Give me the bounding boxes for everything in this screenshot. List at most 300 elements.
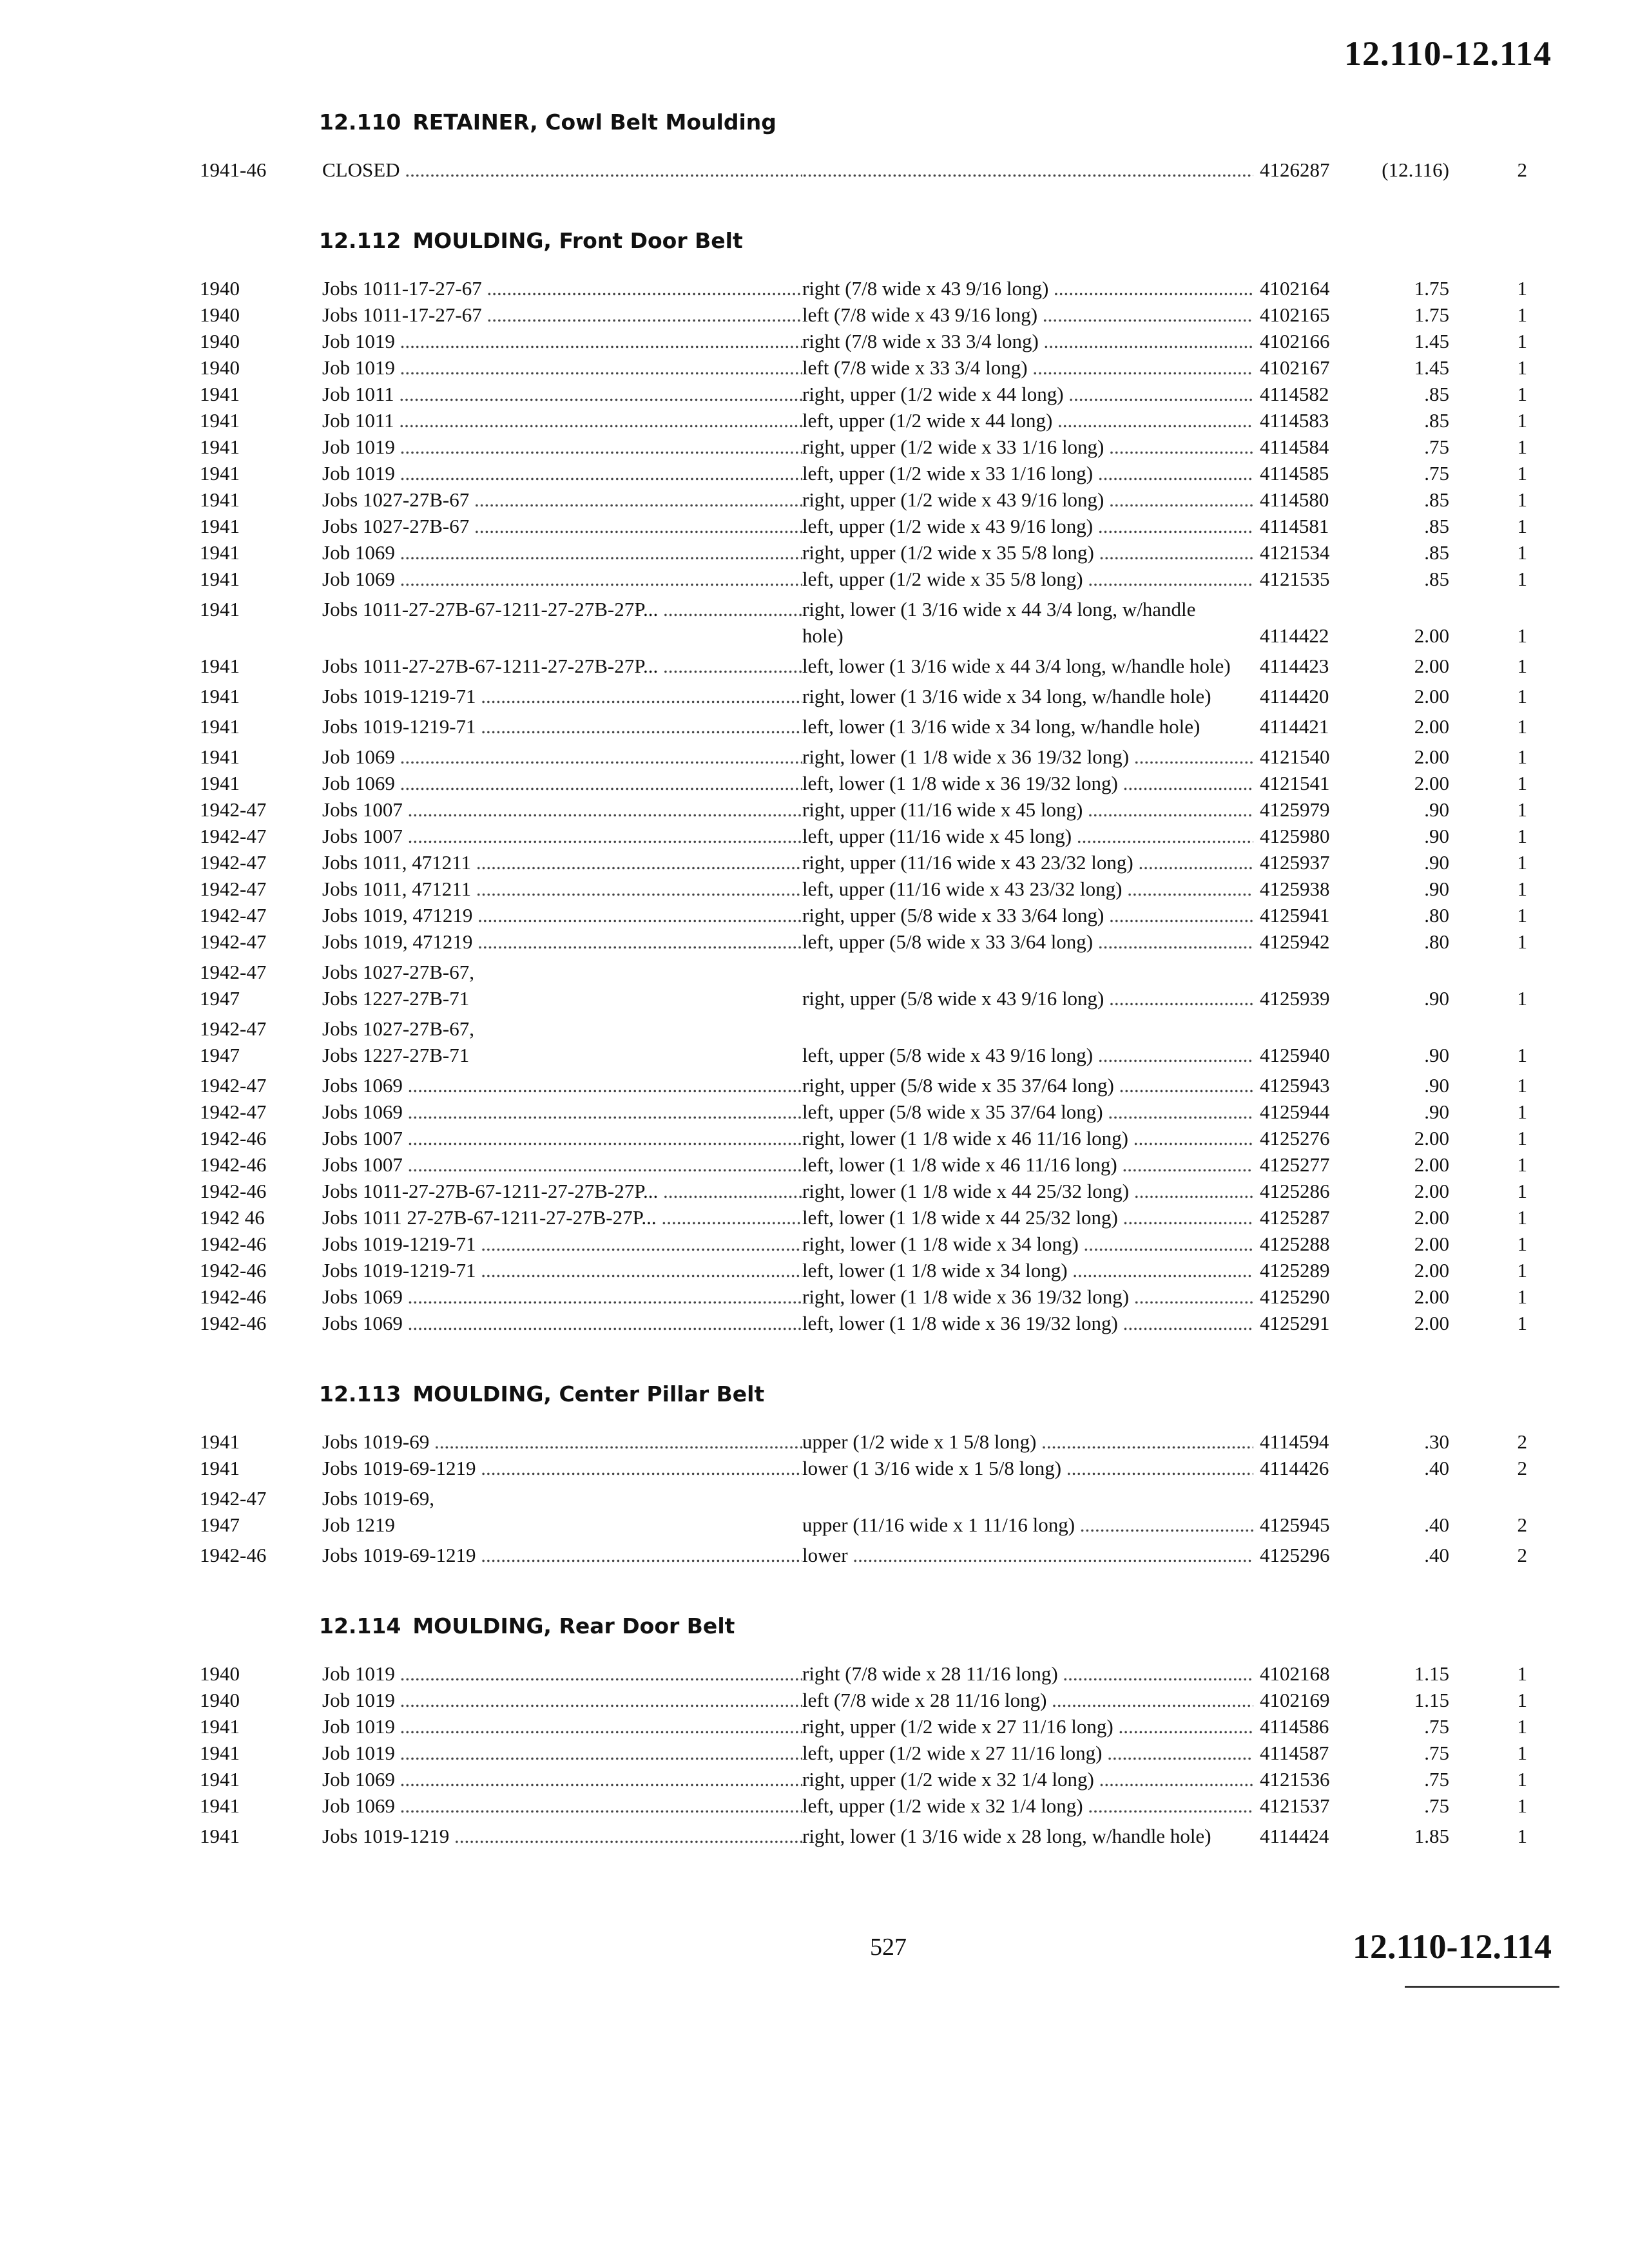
year-cell: 1942-46 bbox=[200, 1312, 267, 1334]
quantity-cell: 1 bbox=[1517, 356, 1527, 379]
year-cell: 1940 bbox=[200, 356, 240, 379]
quantity-cell: 1 bbox=[1517, 462, 1527, 485]
part-number-cell: 4102165 bbox=[1260, 303, 1330, 326]
part-number-cell: 4126287 bbox=[1260, 159, 1330, 181]
part-number-cell: 4114586 bbox=[1260, 1715, 1329, 1738]
year-cell: 1941 bbox=[200, 1457, 240, 1479]
description-cell: upper (1/2 wide x 1 5/8 long) ..... bbox=[802, 1428, 1253, 1455]
part-number-cell: 4125940 bbox=[1260, 1044, 1330, 1066]
description-cell: lower ..... bbox=[802, 1542, 1253, 1568]
price-cell: 2.00 bbox=[1414, 772, 1449, 794]
job-cell: Job 1019 ..... bbox=[322, 1660, 802, 1687]
year-cell: 1941 bbox=[200, 568, 240, 590]
quantity-cell: 1 bbox=[1517, 330, 1527, 352]
year-cell: 1941 bbox=[200, 1742, 240, 1764]
quantity-cell: 1 bbox=[1517, 541, 1527, 564]
page-footer-title: 12.110-12.114 bbox=[1352, 1927, 1552, 1966]
part-number-cell: 4121535 bbox=[1260, 568, 1330, 590]
table-row bbox=[200, 1125, 1553, 1151]
section-name: MOULDING, Front Door Belt bbox=[412, 228, 743, 253]
part-number-cell: 4125288 bbox=[1260, 1233, 1330, 1255]
job-cell: Jobs 1027-27B-67, Jobs 1227-27B-71 bbox=[322, 961, 474, 1010]
quantity-cell: 2 bbox=[1517, 1544, 1527, 1566]
table-row bbox=[200, 1713, 1553, 1740]
price-cell: .75 bbox=[1424, 1768, 1449, 1791]
job-cell: Jobs 1011, 471211 ..... bbox=[322, 849, 802, 876]
part-number-cell: 4121537 bbox=[1260, 1794, 1330, 1817]
description-cell: left, upper (1/2 wide x 33 1/16 long) ..... bbox=[802, 460, 1253, 486]
price-cell: 2.00 bbox=[1414, 1206, 1449, 1229]
description-cell: right, upper (1/2 wide x 35 5/8 long) ..... bbox=[802, 539, 1253, 566]
part-number-cell: 4125944 bbox=[1260, 1100, 1330, 1123]
year-cell: 1941 bbox=[200, 1430, 240, 1453]
job-cell: Job 1019 ..... bbox=[322, 1740, 802, 1766]
price-cell: 2.00 bbox=[1414, 1153, 1449, 1176]
part-number-cell: 4121541 bbox=[1260, 772, 1330, 794]
quantity-cell: 1 bbox=[1517, 1689, 1527, 1711]
job-cell: Jobs 1019-69-1219 ..... bbox=[322, 1542, 802, 1568]
description-cell: right, lower (1 1/8 wide x 46 11/16 long) ..... bbox=[802, 1125, 1253, 1151]
quantity-cell: 1 bbox=[1517, 772, 1527, 794]
part-number-cell: 4125296 bbox=[1260, 1544, 1330, 1566]
job-cell: Job 1019 ..... bbox=[322, 434, 802, 460]
quantity-cell: 1 bbox=[1517, 1825, 1527, 1847]
quantity-cell: 1 bbox=[1517, 1206, 1527, 1229]
job-cell: Jobs 1007 ..... bbox=[322, 796, 802, 823]
part-number-cell: 4102166 bbox=[1260, 330, 1330, 352]
price-cell: .40 bbox=[1424, 1544, 1449, 1566]
job-cell: Jobs 1027-27B-67, Jobs 1227-27B-71 bbox=[322, 1017, 474, 1066]
part-number-cell: 4125276 bbox=[1260, 1127, 1330, 1149]
price-cell: 1.45 bbox=[1414, 330, 1449, 352]
part-number-cell: 4125943 bbox=[1260, 1074, 1330, 1097]
table-row bbox=[200, 460, 1553, 486]
description-cell: right, lower (1 1/8 wide x 44 25/32 long) ..... bbox=[802, 1178, 1253, 1204]
job-cell: Jobs 1069 ..... bbox=[322, 1310, 802, 1336]
quantity-cell: 1 bbox=[1517, 624, 1527, 647]
part-number-cell: 4114424 bbox=[1260, 1825, 1329, 1847]
job-cell: Jobs 1019-69, Job 1219 bbox=[322, 1487, 434, 1536]
description-cell: left, lower (1 1/8 wide x 36 19/32 long) ..... bbox=[802, 770, 1253, 796]
year-cell: 1942-47 bbox=[200, 798, 267, 821]
quantity-cell: 1 bbox=[1517, 303, 1527, 326]
part-number-cell: 4125291 bbox=[1260, 1312, 1330, 1334]
job-cell: Job 1069 ..... bbox=[322, 566, 802, 592]
table-row bbox=[200, 1283, 1553, 1310]
description-cell: left, upper (11/16 wide x 45 long) ..... bbox=[802, 823, 1253, 849]
quantity-cell: 2 bbox=[1517, 1457, 1527, 1479]
job-cell: Jobs 1069 ..... bbox=[322, 1072, 802, 1099]
section-name: MOULDING, Rear Door Belt bbox=[412, 1613, 735, 1639]
description-cell: right, upper (1/2 wide x 33 1/16 long) ..... bbox=[802, 434, 1253, 460]
part-number-cell: 4114584 bbox=[1260, 436, 1329, 458]
year-cell: 1942-46 bbox=[200, 1259, 267, 1282]
section-title bbox=[319, 110, 1553, 135]
year-cell: 1941 bbox=[200, 541, 240, 564]
table-row bbox=[200, 1455, 1553, 1481]
quantity-cell: 1 bbox=[1517, 436, 1527, 458]
price-cell: 2.00 bbox=[1414, 745, 1449, 768]
job-cell: Job 1069 ..... bbox=[322, 770, 802, 796]
job-cell: Jobs 1019, 471219 ..... bbox=[322, 928, 802, 955]
description-cell: right, upper (1/2 wide x 32 1/4 long) ..... bbox=[802, 1766, 1253, 1792]
year-cell: 1941 bbox=[200, 715, 240, 738]
job-cell: Jobs 1011, 471211 ..... bbox=[322, 876, 802, 902]
quantity-cell: 1 bbox=[1517, 715, 1527, 738]
job-cell: Jobs 1019, 471219 ..... bbox=[322, 902, 802, 928]
quantity-cell: 1 bbox=[1517, 1768, 1527, 1791]
price-cell: 2.00 bbox=[1414, 1233, 1449, 1255]
table-row bbox=[200, 849, 1553, 876]
price-cell: .90 bbox=[1424, 1074, 1449, 1097]
job-cell: Jobs 1007 ..... bbox=[322, 1125, 802, 1151]
table-row bbox=[200, 1015, 1553, 1068]
year-cell: 1941 bbox=[200, 1825, 240, 1847]
section-title bbox=[319, 1613, 1553, 1639]
price-cell: 1.85 bbox=[1414, 1825, 1449, 1847]
year-cell: 1941 bbox=[200, 383, 240, 405]
quantity-cell: 1 bbox=[1517, 1153, 1527, 1176]
price-cell: 2.00 bbox=[1414, 685, 1449, 707]
description-cell: left, upper (1/2 wide x 44 long) ..... bbox=[802, 407, 1253, 434]
quantity-cell: 1 bbox=[1517, 825, 1527, 847]
job-cell: Job 1069 ..... bbox=[322, 539, 802, 566]
description-cell: left, upper (1/2 wide x 43 9/16 long) ..... bbox=[802, 513, 1253, 539]
quantity-cell: 1 bbox=[1517, 1233, 1527, 1255]
table-row bbox=[200, 1687, 1553, 1713]
part-number-cell: 4125287 bbox=[1260, 1206, 1330, 1229]
table-row bbox=[200, 275, 1553, 302]
description-cell: left, lower (1 1/8 wide x 46 11/16 long) ..... bbox=[802, 1151, 1253, 1178]
year-cell: 1941-46 bbox=[200, 159, 267, 181]
footer-rule bbox=[1405, 1986, 1559, 1988]
quantity-cell: 1 bbox=[1517, 655, 1527, 677]
table-row bbox=[200, 1792, 1553, 1819]
quantity-cell: 1 bbox=[1517, 515, 1527, 537]
quantity-cell: 2 bbox=[1517, 159, 1527, 181]
part-number-cell: 4125290 bbox=[1260, 1285, 1330, 1308]
table-row bbox=[200, 566, 1553, 592]
table-row bbox=[200, 823, 1553, 849]
page-header-title: 12.110-12.114 bbox=[1344, 34, 1552, 73]
quantity-cell: 1 bbox=[1517, 1100, 1527, 1123]
quantity-cell: 1 bbox=[1517, 568, 1527, 590]
part-number-cell: 4114421 bbox=[1260, 715, 1329, 738]
price-cell: .90 bbox=[1424, 825, 1449, 847]
price-cell: .40 bbox=[1424, 1457, 1449, 1479]
table-row bbox=[200, 770, 1553, 796]
quantity-cell: 1 bbox=[1517, 1285, 1527, 1308]
job-cell: Jobs 1019-1219-71 ..... bbox=[322, 683, 802, 709]
job-cell: Jobs 1069 ..... bbox=[322, 1283, 802, 1310]
table-row bbox=[200, 407, 1553, 434]
job-cell: Job 1069 ..... bbox=[322, 1792, 802, 1819]
table-row bbox=[200, 683, 1553, 709]
year-cell: 1942-46 bbox=[200, 1544, 267, 1566]
job-cell: Jobs 1011-27-27B-67-1211-27-27B-27P... ..... bbox=[322, 653, 802, 679]
job-cell: Jobs 1027-27B-67 ..... bbox=[322, 486, 802, 513]
price-cell: .85 bbox=[1424, 488, 1449, 511]
price-cell: .75 bbox=[1424, 462, 1449, 485]
table-row bbox=[200, 1204, 1553, 1231]
job-cell: Jobs 1007 ..... bbox=[322, 823, 802, 849]
price-cell: 2.00 bbox=[1414, 624, 1449, 647]
quantity-cell: 2 bbox=[1517, 1430, 1527, 1453]
part-number-cell: 4125939 bbox=[1260, 987, 1330, 1010]
description-cell: left, upper (1/2 wide x 27 11/16 long) ..... bbox=[802, 1740, 1253, 1766]
price-cell: 2.00 bbox=[1414, 1127, 1449, 1149]
price-cell: .85 bbox=[1424, 383, 1449, 405]
table-row bbox=[200, 302, 1553, 328]
part-number-cell: 4114420 bbox=[1260, 685, 1329, 707]
part-number-cell: 4114583 bbox=[1260, 409, 1329, 432]
price-cell: 1.15 bbox=[1414, 1689, 1449, 1711]
section-number: 12.110 bbox=[319, 110, 401, 135]
quantity-cell: 1 bbox=[1517, 851, 1527, 874]
year-cell: 1942-47 bbox=[200, 1100, 267, 1123]
job-cell: Jobs 1019-1219 ..... bbox=[322, 1823, 802, 1849]
year-cell: 1942-47 1947 bbox=[200, 1017, 267, 1066]
year-cell: 1941 bbox=[200, 598, 240, 620]
description-cell: left (7/8 wide x 33 3/4 long) ..... bbox=[802, 354, 1253, 381]
table-row bbox=[200, 744, 1553, 770]
part-number-cell: 4114580 bbox=[1260, 488, 1329, 511]
part-number-cell: 4121540 bbox=[1260, 745, 1330, 768]
part-number-cell: 4102164 bbox=[1260, 277, 1330, 300]
table-row bbox=[200, 1257, 1553, 1283]
table-row bbox=[200, 1231, 1553, 1257]
quantity-cell: 1 bbox=[1517, 1794, 1527, 1817]
part-number-cell: 4125286 bbox=[1260, 1180, 1330, 1202]
section-number: 12.114 bbox=[319, 1613, 401, 1639]
quantity-cell: 1 bbox=[1517, 798, 1527, 821]
table-row bbox=[200, 1099, 1553, 1125]
part-number-cell: 4114585 bbox=[1260, 462, 1329, 485]
price-cell: .75 bbox=[1424, 1794, 1449, 1817]
price-cell: .75 bbox=[1424, 1715, 1449, 1738]
table-row bbox=[200, 1151, 1553, 1178]
description-cell: right (7/8 wide x 33 3/4 long) ..... bbox=[802, 328, 1253, 354]
price-cell: 2.00 bbox=[1414, 715, 1449, 738]
job-cell: Jobs 1019-69 ..... bbox=[322, 1428, 802, 1455]
job-cell: CLOSED ..... bbox=[322, 157, 802, 183]
table-row bbox=[200, 959, 1553, 1012]
description-cell: right, lower (1 3/16 wide x 28 long, w/handle hole) bbox=[802, 1825, 1211, 1847]
description-cell: upper (11/16 wide x 1 11/16 long) ..... bbox=[802, 1512, 1253, 1538]
price-cell: 2.00 bbox=[1414, 1259, 1449, 1282]
description-cell: right, upper (11/16 wide x 45 long) ..... bbox=[802, 796, 1253, 823]
quantity-cell: 1 bbox=[1517, 685, 1527, 707]
year-cell: 1942-47 bbox=[200, 851, 267, 874]
table-row bbox=[200, 1740, 1553, 1766]
year-cell: 1942-47 1947 bbox=[200, 961, 267, 1010]
part-number-cell: 4102168 bbox=[1260, 1662, 1330, 1685]
description-cell: left (7/8 wide x 43 9/16 long) ..... bbox=[802, 302, 1253, 328]
description-cell: left, upper (5/8 wide x 43 9/16 long) ..... bbox=[802, 1042, 1253, 1068]
table-row bbox=[200, 1485, 1553, 1538]
price-cell: 1.75 bbox=[1414, 277, 1449, 300]
job-cell: Jobs 1011-27-27B-67-1211-27-27B-27P... ..... bbox=[322, 1178, 802, 1204]
year-cell: 1941 bbox=[200, 772, 240, 794]
year-cell: 1941 bbox=[200, 1715, 240, 1738]
description-cell: left, upper (11/16 wide x 43 23/32 long) ..... bbox=[802, 876, 1253, 902]
price-cell: .90 bbox=[1424, 987, 1449, 1010]
year-cell: 1942-47 bbox=[200, 1074, 267, 1097]
description-cell: right, upper (5/8 wide x 43 9/16 long) ..... bbox=[802, 985, 1253, 1012]
quantity-cell: 1 bbox=[1517, 1662, 1527, 1685]
year-cell: 1942-46 bbox=[200, 1180, 267, 1202]
job-cell: Job 1069 ..... bbox=[322, 1766, 802, 1792]
year-cell: 1942-47 bbox=[200, 930, 267, 953]
quantity-cell: 1 bbox=[1517, 277, 1527, 300]
parts-catalog-content bbox=[200, 110, 1553, 1853]
table-row bbox=[200, 1310, 1553, 1336]
year-cell: 1940 bbox=[200, 1662, 240, 1685]
description-cell: right (7/8 wide x 43 9/16 long) ..... bbox=[802, 275, 1253, 302]
description-cell: right, lower (1 1/8 wide x 34 long) ..... bbox=[802, 1231, 1253, 1257]
part-number-cell: 4125937 bbox=[1260, 851, 1330, 874]
description-cell: right, upper (1/2 wide x 44 long) ..... bbox=[802, 381, 1253, 407]
price-cell: .90 bbox=[1424, 798, 1449, 821]
job-cell: Jobs 1019-1219-71 ..... bbox=[322, 1257, 802, 1283]
price-cell: 1.45 bbox=[1414, 356, 1449, 379]
description-cell: right, lower (1 3/16 wide x 44 3/4 long, w/handle hole) bbox=[802, 598, 1196, 647]
table-row bbox=[200, 876, 1553, 902]
description-cell: left (7/8 wide x 28 11/16 long) ..... bbox=[802, 1687, 1253, 1713]
job-cell: Jobs 1007 ..... bbox=[322, 1151, 802, 1178]
year-cell: 1941 bbox=[200, 745, 240, 768]
price-cell: .80 bbox=[1424, 930, 1449, 953]
table-row bbox=[200, 596, 1553, 649]
table-row bbox=[200, 157, 1553, 183]
price-cell: .85 bbox=[1424, 409, 1449, 432]
price-cell: .85 bbox=[1424, 541, 1449, 564]
year-cell: 1942-46 bbox=[200, 1233, 267, 1255]
job-cell: Jobs 1019-1219-71 ..... bbox=[322, 1231, 802, 1257]
part-number-cell: 4121534 bbox=[1260, 541, 1330, 564]
year-cell: 1940 bbox=[200, 303, 240, 326]
price-cell: .90 bbox=[1424, 1044, 1449, 1066]
year-cell: 1942-47 bbox=[200, 904, 267, 927]
part-number-cell: 4114581 bbox=[1260, 515, 1329, 537]
quantity-cell: 1 bbox=[1517, 1180, 1527, 1202]
table-row bbox=[200, 653, 1553, 679]
price-cell: 1.15 bbox=[1414, 1662, 1449, 1685]
quantity-cell: 1 bbox=[1517, 1074, 1527, 1097]
job-cell: Job 1019 ..... bbox=[322, 1713, 802, 1740]
part-number-cell: 4102167 bbox=[1260, 356, 1330, 379]
part-number-cell: 4125941 bbox=[1260, 904, 1330, 927]
price-cell: 2.00 bbox=[1414, 1180, 1449, 1202]
description-cell: left, upper (1/2 wide x 32 1/4 long) ..... bbox=[802, 1792, 1253, 1819]
part-number-cell: 4125942 bbox=[1260, 930, 1330, 953]
part-number-cell: 4114426 bbox=[1260, 1457, 1329, 1479]
quantity-cell: 1 bbox=[1517, 904, 1527, 927]
section-title bbox=[319, 1381, 1553, 1407]
table-row bbox=[200, 713, 1553, 740]
table-row bbox=[200, 486, 1553, 513]
description-cell bbox=[802, 157, 1253, 183]
job-cell: Job 1019 ..... bbox=[322, 328, 802, 354]
part-number-cell: 4114423 bbox=[1260, 655, 1329, 677]
description-cell: right, upper (5/8 wide x 33 3/64 long) ..... bbox=[802, 902, 1253, 928]
section-name: RETAINER, Cowl Belt Moulding bbox=[412, 110, 776, 135]
job-cell: Job 1011 ..... bbox=[322, 407, 802, 434]
quantity-cell: 1 bbox=[1517, 878, 1527, 900]
description-cell: left, lower (1 1/8 wide x 34 long) ..... bbox=[802, 1257, 1253, 1283]
quantity-cell: 1 bbox=[1517, 1127, 1527, 1149]
price-cell: .30 bbox=[1424, 1430, 1449, 1453]
year-cell: 1941 bbox=[200, 655, 240, 677]
year-cell: 1941 bbox=[200, 1768, 240, 1791]
year-cell: 1942-47 1947 bbox=[200, 1487, 267, 1536]
price-cell: .90 bbox=[1424, 1100, 1449, 1123]
job-cell: Job 1019 ..... bbox=[322, 1687, 802, 1713]
part-number-cell: 4114582 bbox=[1260, 383, 1329, 405]
year-cell: 1941 bbox=[200, 1794, 240, 1817]
job-cell: Job 1019 ..... bbox=[322, 354, 802, 381]
description-cell: left, lower (1 1/8 wide x 36 19/32 long) ..... bbox=[802, 1310, 1253, 1336]
job-cell: Jobs 1019-69-1219 ..... bbox=[322, 1455, 802, 1481]
description-cell: left, lower (1 3/16 wide x 44 3/4 long, w/handle hole) bbox=[802, 655, 1231, 677]
quantity-cell: 1 bbox=[1517, 409, 1527, 432]
quantity-cell: 1 bbox=[1517, 383, 1527, 405]
job-cell: Jobs 1011 27-27B-67-1211-27-27B-27P... ..... bbox=[322, 1204, 802, 1231]
table-row bbox=[200, 1542, 1553, 1568]
part-number-cell: 4125945 bbox=[1260, 1514, 1330, 1536]
quantity-cell: 1 bbox=[1517, 1312, 1527, 1334]
description-cell: left, upper (1/2 wide x 35 5/8 long) ..... bbox=[802, 566, 1253, 592]
quantity-cell: 1 bbox=[1517, 930, 1527, 953]
quantity-cell: 1 bbox=[1517, 488, 1527, 511]
section-number: 12.113 bbox=[319, 1381, 401, 1407]
price-cell: .90 bbox=[1424, 851, 1449, 874]
job-cell: Job 1019 ..... bbox=[322, 460, 802, 486]
table-row bbox=[200, 434, 1553, 460]
year-cell: 1942-46 bbox=[200, 1127, 267, 1149]
description-cell: right, upper (1/2 wide x 27 11/16 long) ..... bbox=[802, 1713, 1253, 1740]
job-cell: Job 1069 ..... bbox=[322, 744, 802, 770]
description-cell: right, upper (5/8 wide x 35 37/64 long) ..... bbox=[802, 1072, 1253, 1099]
price-cell: .90 bbox=[1424, 878, 1449, 900]
price-cell: 2.00 bbox=[1414, 1285, 1449, 1308]
quantity-cell: 1 bbox=[1517, 987, 1527, 1010]
quantity-cell: 2 bbox=[1517, 1514, 1527, 1536]
table-row bbox=[200, 354, 1553, 381]
quantity-cell: 1 bbox=[1517, 1044, 1527, 1066]
part-number-cell: 4102169 bbox=[1260, 1689, 1330, 1711]
table-row bbox=[200, 381, 1553, 407]
price-cell: .75 bbox=[1424, 436, 1449, 458]
price-cell: (12.116) bbox=[1382, 159, 1449, 181]
year-cell: 1942 46 bbox=[200, 1206, 265, 1229]
year-cell: 1941 bbox=[200, 409, 240, 432]
year-cell: 1942-46 bbox=[200, 1153, 267, 1176]
table-row bbox=[200, 328, 1553, 354]
part-number-cell: 4114422 bbox=[1260, 624, 1329, 647]
table-row bbox=[200, 513, 1553, 539]
quantity-cell: 1 bbox=[1517, 1259, 1527, 1282]
table-row bbox=[200, 1072, 1553, 1099]
part-number-cell: 4125289 bbox=[1260, 1259, 1330, 1282]
description-cell: right, lower (1 1/8 wide x 36 19/32 long) ..... bbox=[802, 744, 1253, 770]
quantity-cell: 1 bbox=[1517, 745, 1527, 768]
job-cell: Jobs 1019-1219-71 ..... bbox=[322, 713, 802, 740]
section-number: 12.112 bbox=[319, 228, 401, 253]
table-row bbox=[200, 1823, 1553, 1849]
year-cell: 1941 bbox=[200, 488, 240, 511]
part-number-cell: 4125938 bbox=[1260, 878, 1330, 900]
